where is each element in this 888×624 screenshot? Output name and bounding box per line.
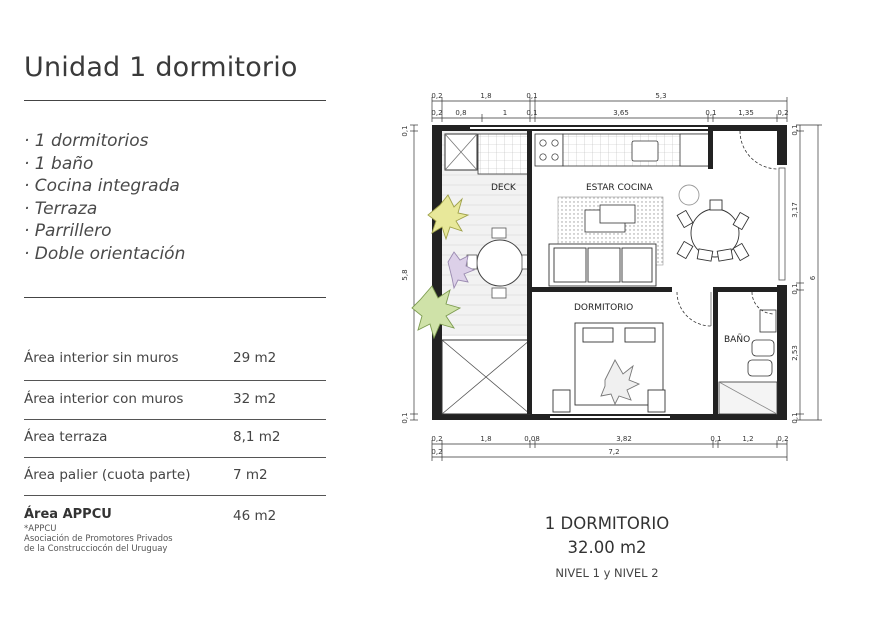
dim-label: 0,1 (401, 412, 409, 424)
dim-label: 3,65 (613, 109, 629, 117)
area-value: 7 m2 (233, 467, 268, 483)
area-label: Área terraza (24, 429, 108, 445)
features-list (24, 130, 185, 266)
dim-label: 0,08 (524, 435, 540, 443)
room-label-dormitorio: DORMITORIO (574, 303, 634, 313)
dim-label: 1 (502, 109, 508, 117)
dim-label: 0,2 (431, 109, 443, 117)
feature-item: · 1 dormitorios (24, 131, 149, 151)
appcu-note-line: Asociación de Promotores Privados (24, 534, 173, 544)
dim-label: 7,2 (608, 448, 620, 456)
area-label: Área interior con muros (24, 391, 184, 407)
area-value: 8,1 m2 (233, 429, 281, 445)
top-dimension-lines (432, 97, 787, 122)
deck-table (477, 240, 523, 286)
dim-label: 2,53 (791, 345, 799, 361)
feature-item: · Cocina integrada (24, 176, 180, 197)
dim-label: 1,8 (480, 435, 492, 443)
bathroom-fixtures (719, 310, 777, 414)
appcu-note-mark: *APPCU (24, 524, 57, 534)
dim-label: 0,1 (401, 125, 409, 137)
area-value: 29 m2 (233, 350, 277, 366)
dim-label: 6 (809, 275, 817, 281)
dim-label: 0,8 (455, 109, 467, 117)
appcu-note-line: de la Construcciocón del Uruguay (24, 544, 168, 554)
area-label: Área interior sin muros (24, 350, 179, 366)
dim-label: 0,2 (431, 448, 443, 456)
appcu-label: Área APPCU (24, 507, 112, 522)
feature-item: · 1 baño (24, 153, 94, 174)
dim-label: 1,2 (742, 435, 754, 443)
right-dimension-lines (796, 125, 822, 420)
dim-label: 0,1 (791, 124, 799, 136)
area-divider (24, 419, 326, 420)
door-swing (677, 292, 711, 326)
dim-label: 0,1 (526, 92, 538, 100)
room-label-bano: BAÑO (724, 335, 751, 345)
left-dimension-lines (410, 125, 418, 420)
feature-item: · Parrillero (24, 221, 112, 242)
dim-label: 5,3 (655, 92, 667, 100)
area-value: 32 m2 (233, 391, 277, 407)
dim-label: 0,2 (431, 92, 443, 100)
dim-label: 3,82 (616, 435, 632, 443)
feature-item: · Terraza (24, 198, 98, 219)
dim-label: 0,1 (710, 435, 722, 443)
title-divider (24, 100, 326, 101)
dim-label: 3,17 (791, 202, 799, 218)
sofa (549, 244, 656, 286)
floor-plan (395, 85, 835, 465)
area-divider (24, 380, 326, 381)
dining-table (677, 185, 749, 261)
bbq-counter (478, 134, 530, 174)
dim-label: 0,1 (526, 109, 538, 117)
dim-label: 0,1 (791, 412, 799, 424)
appcu-value: 46 m2 (233, 508, 277, 524)
dim-label: 0,1 (705, 109, 717, 117)
dim-label: 1,8 (480, 92, 492, 100)
appcu-note (24, 524, 173, 554)
area-label: Área palier (cuota parte) (24, 467, 191, 483)
dim-label: 5,8 (401, 269, 409, 281)
dim-label: 0,1 (791, 283, 799, 295)
feature-item: · Doble orientación (24, 243, 186, 264)
unit-levels: NIVEL 1 y NIVEL 2 (555, 566, 659, 580)
room-label-deck: DECK (491, 183, 516, 193)
unit-name: 1 DORMITORIO (544, 514, 670, 533)
area-divider (24, 495, 326, 496)
features-divider (24, 297, 326, 298)
dim-label: 0,2 (431, 435, 443, 443)
page-title: Unidad 1 dormitorio (24, 52, 298, 83)
door-swing (740, 131, 778, 169)
dim-label: 1,35 (738, 109, 754, 117)
dim-label: 0,2 (777, 109, 789, 117)
room-label-estar-cocina: ESTAR COCINA (586, 183, 653, 193)
unit-area: 32.00 m2 (567, 538, 647, 557)
dim-label: 0,2 (777, 435, 789, 443)
kitchen-counter (535, 134, 710, 166)
bed (553, 323, 665, 412)
area-divider (24, 457, 326, 458)
